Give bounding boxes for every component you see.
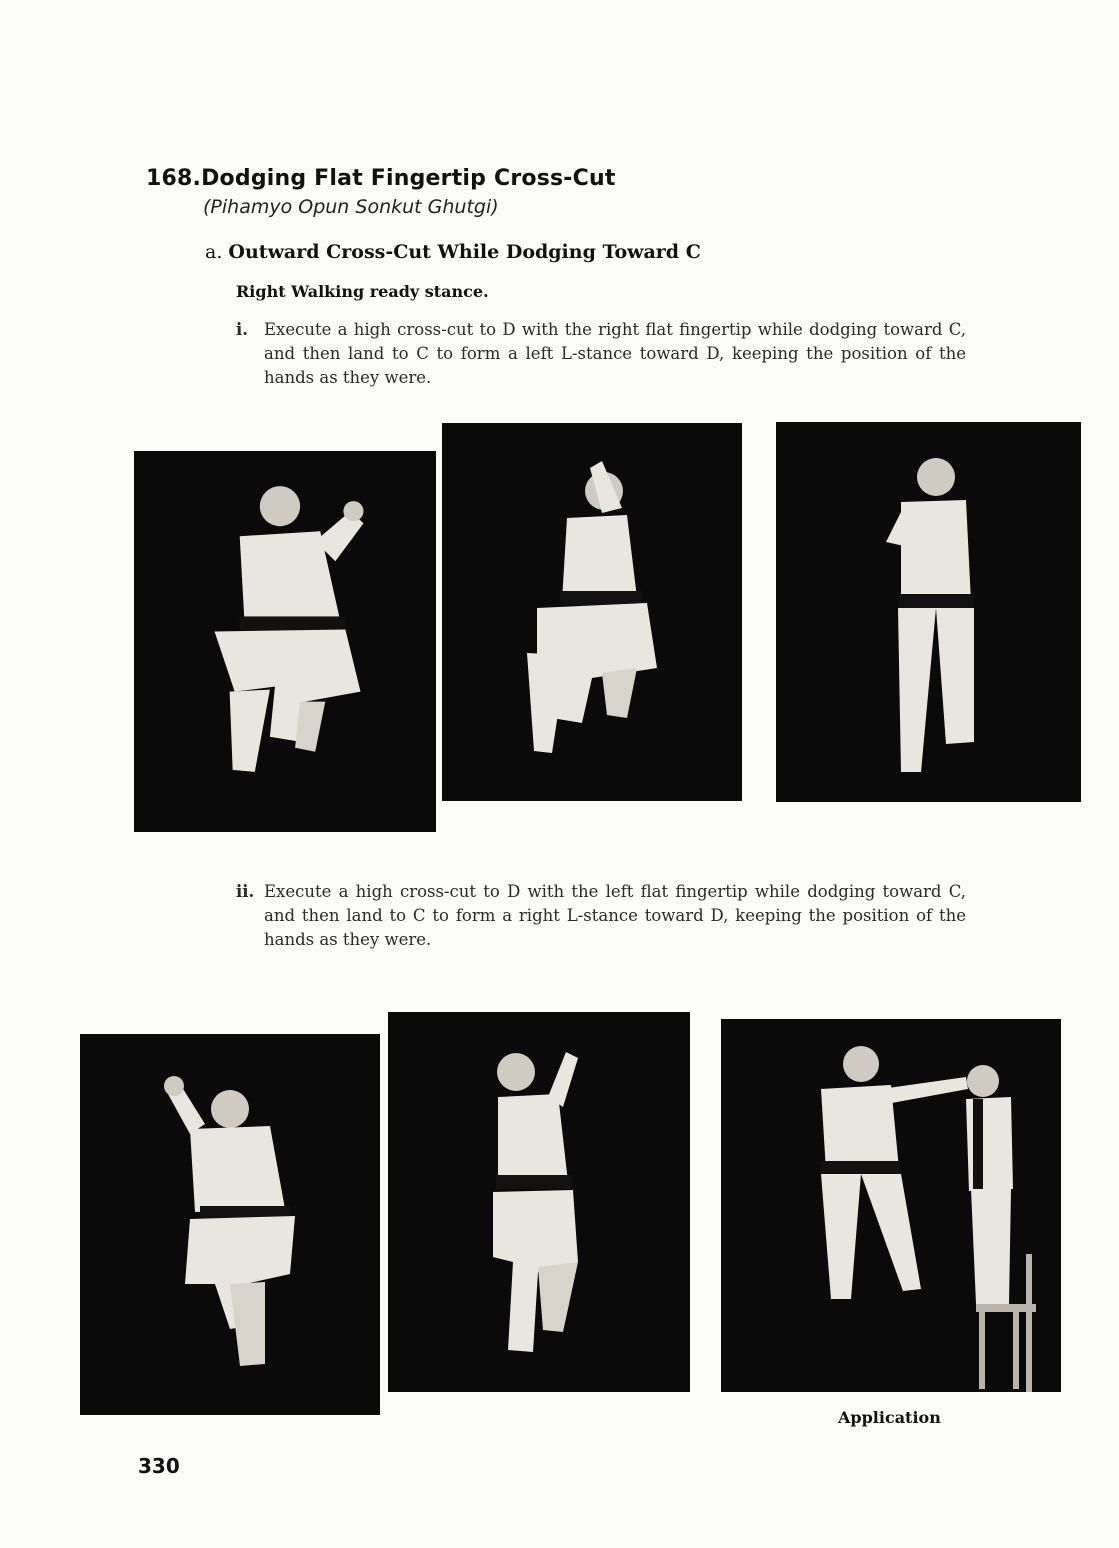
photo-jump-cross-cut-left <box>388 1012 690 1392</box>
figure-standing-icon <box>776 422 1081 802</box>
step-text: Execute a high cross-cut to D with the left flat fingertip while dodging toward C, and then land to C to form a right L-stance toward D, keeping the position of the hands as they were. <box>264 882 966 949</box>
step-ii <box>236 880 966 952</box>
figures-application-icon <box>721 1019 1061 1392</box>
figure-jumping-icon <box>388 1012 690 1392</box>
step-number: i. <box>236 320 249 339</box>
ready-stance: Right Walking ready stance. <box>236 282 489 301</box>
step-i <box>236 318 966 390</box>
section-number: 168 <box>146 166 193 191</box>
section-title-text: Dodging Flat Fingertip Cross-Cut <box>201 166 616 191</box>
section-title: 168.Dodging Flat Fingertip Cross-Cut <box>146 166 616 191</box>
photo-jump-tucked-right <box>134 451 436 832</box>
figure-jumping-icon <box>80 1034 380 1415</box>
photo-jump-cross-cut-right <box>442 423 742 801</box>
figure-jumping-icon <box>134 451 436 832</box>
subsection-heading <box>205 241 701 263</box>
subsection-label: a. <box>205 241 223 263</box>
photo-left-l-stance <box>776 422 1081 802</box>
subsection-title: Outward Cross-Cut While Dodging Toward C <box>228 241 701 263</box>
step-number: ii. <box>236 882 255 901</box>
section-subtitle: (Pihamyo Opun Sonkut Ghutgi) <box>203 196 499 218</box>
photo-jump-tucked-left <box>80 1034 380 1415</box>
step-text: Execute a high cross-cut to D with the right flat fingertip while dodging toward C, and then land to C to form a left L-stance toward D, keeping the position of the hands as they were. <box>264 320 966 387</box>
photo-caption: Application <box>838 1408 941 1427</box>
figure-jumping-icon <box>442 423 742 801</box>
photo-application <box>721 1019 1061 1392</box>
page-number: 330 <box>138 1454 180 1478</box>
